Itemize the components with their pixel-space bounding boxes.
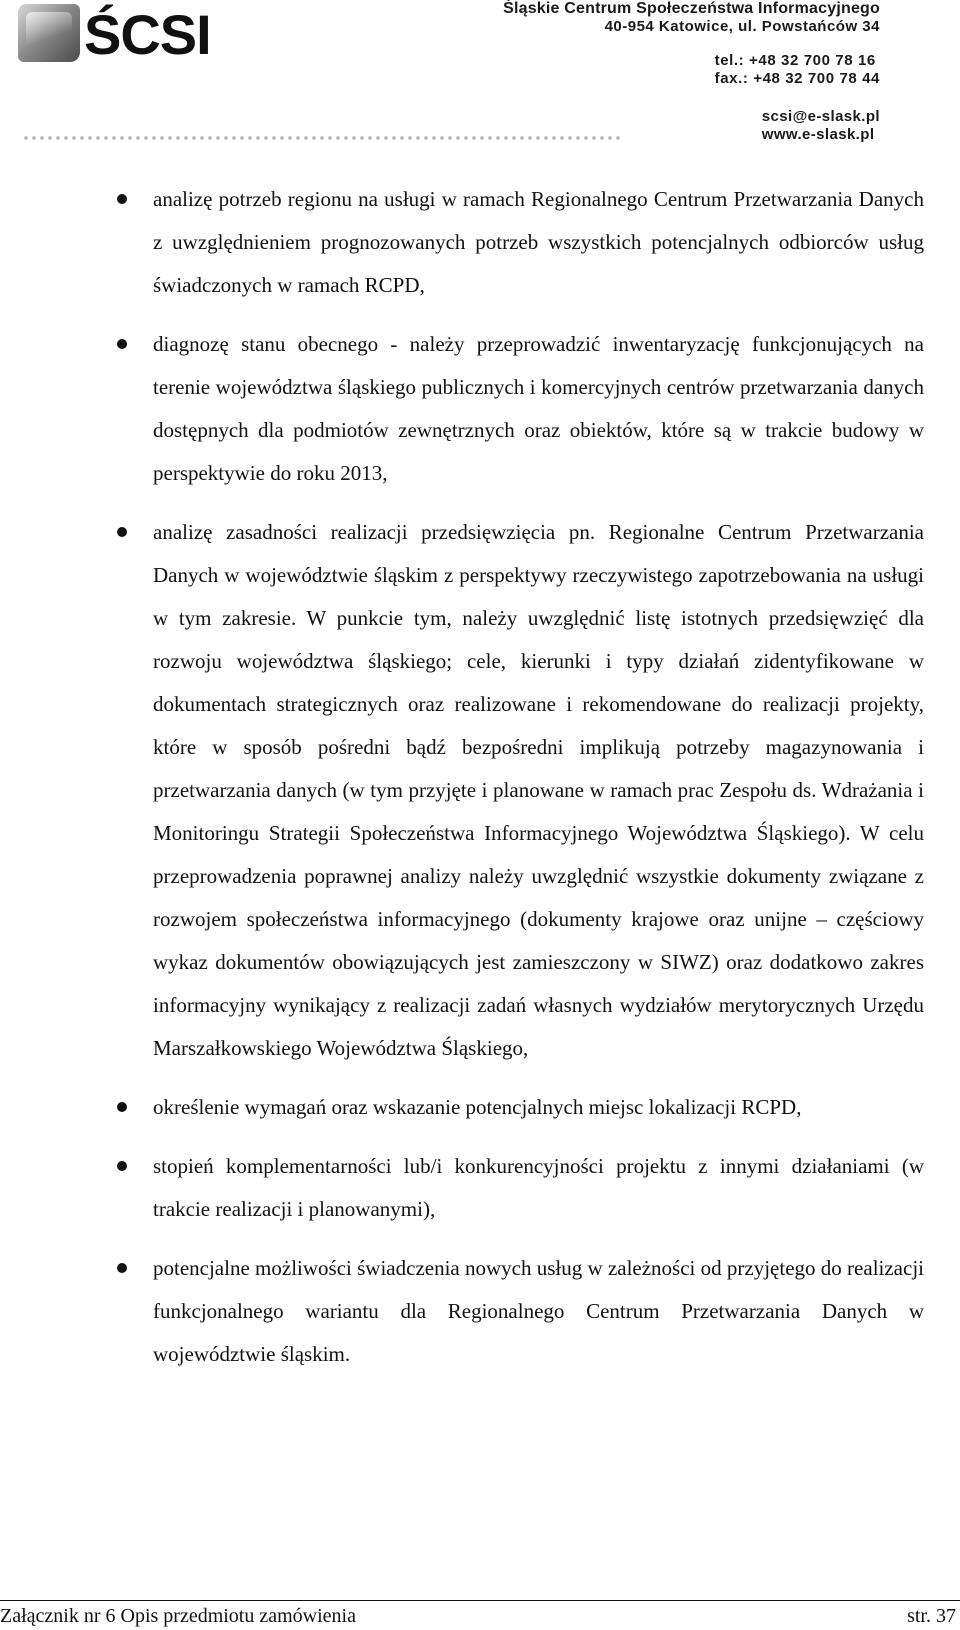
bullet-icon xyxy=(117,1102,127,1112)
footer-document-title: Załącznik nr 6 Opis przedmiotu zamówienia xyxy=(0,1605,356,1627)
logo-text: ŚCSI xyxy=(84,3,211,66)
list-item-text: diagnozę stanu obecnego - należy przeprowadzić inwentaryzację funkcjonujących na terenie województwa śląskiego publicznych i komercyjnych centrów przetwarzania danych dostępnych dla podmiotów zewnętrznych oraz obiektów, które są w trakcie budowy w perspektywie do roku 2013, xyxy=(153,332,924,485)
organization-name: Śląskie Centrum Społeczeństwa Informacyjnego xyxy=(503,0,880,17)
list-item-text: stopień komplementarności lub/i konkurencyjności projektu z innymi działaniami (w trakcie realizacji i planowanymi), xyxy=(153,1154,924,1221)
scsi-logo xyxy=(18,4,258,68)
organization-address: 40-954 Katowice, ul. Powstańców 34 xyxy=(604,18,880,35)
page-header xyxy=(0,0,960,150)
header-dotted-divider xyxy=(22,135,622,141)
bullet-icon xyxy=(117,339,127,349)
fax: fax.: +48 32 700 78 44 xyxy=(714,70,880,87)
list-item xyxy=(0,1086,960,1129)
contact-info xyxy=(715,52,880,88)
list-item xyxy=(0,1247,960,1376)
list-item xyxy=(0,323,960,495)
list-item-text: określenie wymagań oraz wskazanie potencjalnych miejsc lokalizacji RCPD, xyxy=(153,1095,802,1119)
bullet-icon xyxy=(117,1263,127,1273)
bullet-icon xyxy=(117,527,127,537)
organization-info xyxy=(503,0,880,36)
list-item xyxy=(0,1145,960,1231)
list-item xyxy=(0,511,960,1070)
list-item-text: analizę zasadności realizacji przedsięwzięcia pn. Regionalne Centrum Przetwarzania Danych w województwie śląskim z perspektywy rzeczywistego zapotrzebowania na usługi w tym zakresie. W punkcie tym, należy uwzględnić listę istotnych przedsięwzięć dla rozwoju województwa śląskiego; cele, kierunki i typy działań zidentyfikowane w dokumentach strategicznych oraz realizowane i rekomendowane do realizacji projekty, które w sposób pośredni bądź bezpośredni implikują potrzeby magazynowania i przetwarzania danych (w tym przyjęte i planowane w ramach prac Zespołu ds. Wdrażania i Monitoringu Strategii Społeczeństwa Informacyjnego Województwa Śląskiego). W celu przeprowadzenia poprawnej analizy należy uwzględnić wszystkie dokumenty związane z rozwojem społeczeństwa informacyjnego (dokumenty krajowe oraz unijne – częściowy wykaz dokumentów obowiązujących jest zamieszczony w SIWZ) oraz dodatkowo zakres informacyjny wynikający z realizacji zadań własnych wydziałów merytorycznych Urzędu Marszałkowskiego Województwa Śląskiego, xyxy=(153,520,924,1060)
footer-divider xyxy=(0,1600,960,1601)
list-item xyxy=(0,178,960,307)
page-number: str. 37 xyxy=(907,1605,956,1627)
telephone: tel.: +48 32 700 78 16 xyxy=(714,52,876,69)
website-address: www.e-slask.pl xyxy=(761,126,875,143)
email-address: scsi@e-slask.pl xyxy=(761,108,880,125)
bullet-icon xyxy=(117,1161,127,1171)
bullet-list xyxy=(0,178,960,1376)
list-item-text: potencjalne możliwości świadczenia nowych usług w zależności od przyjętego do realizacji funkcjonalnego wariantu dla Regionalnego Centrum Przetwarzania Danych w województwie śląskim. xyxy=(153,1256,924,1366)
list-item-text: analizę potrzeb regionu na usługi w ramach Regionalnego Centrum Przetwarzania Danych z uwzględnieniem prognozowanych potrzeb wszystkich potencjalnych odbiorców usług świadczonych w ramach RCPD, xyxy=(153,187,924,297)
web-info xyxy=(762,108,880,144)
bullet-icon xyxy=(117,194,127,204)
logo-mark-icon xyxy=(18,4,80,62)
document-body xyxy=(0,178,960,1392)
